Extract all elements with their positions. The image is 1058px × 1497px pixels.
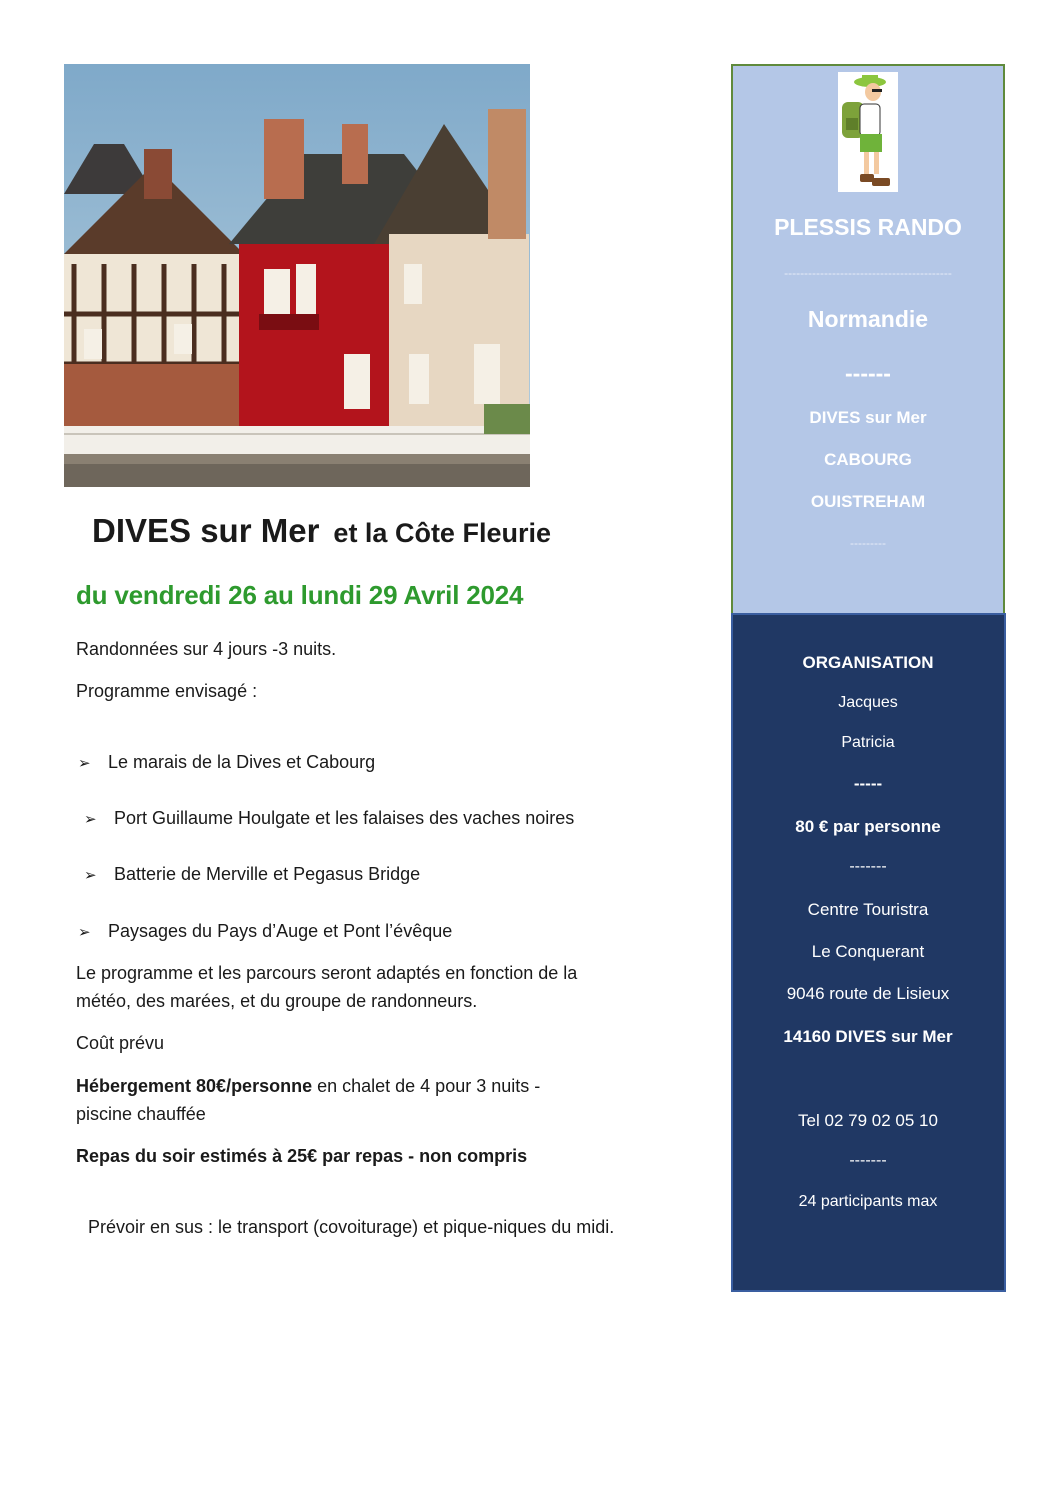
- place-item: DIVES sur Mer: [809, 408, 927, 427]
- list-item: [84, 808, 574, 829]
- list-item: [84, 864, 420, 885]
- housing-details: en chalet de 4 pour 3 nuits -: [312, 1076, 541, 1096]
- region-name: Normandie: [807, 306, 929, 332]
- housing-pool: piscine chauffée: [76, 1104, 206, 1124]
- intro-program: Programme envisagé :: [76, 681, 258, 701]
- housing-line: [76, 1076, 540, 1097]
- adapt-line-1: Le programme et les parcours seront adaptés en fonction de la: [76, 963, 578, 983]
- arrowhead-bullet-icon: ➢: [78, 923, 91, 941]
- hiker-icon: [838, 72, 898, 192]
- divider: ------------------------------------------: [784, 266, 952, 280]
- club-name: PLESSIS RANDO: [774, 214, 962, 240]
- title-sub: et la Côte Fleurie: [333, 518, 551, 548]
- organisation-heading: ORGANISATION: [802, 653, 934, 672]
- divider: ---------: [850, 536, 886, 550]
- divider: ------: [845, 360, 891, 386]
- divider: -----: [853, 774, 883, 793]
- arrowhead-bullet-icon: ➢: [84, 810, 97, 828]
- phone-number: Tel 02 79 02 05 10: [798, 1111, 938, 1130]
- price-per-person: 80 € par personne: [795, 817, 941, 836]
- divider: -------: [849, 1152, 887, 1169]
- note-line: Prévoir en sus : le transport (covoiturage) et pique-niques du midi.: [88, 1217, 615, 1237]
- title-main: DIVES sur Mer: [92, 512, 320, 549]
- list-item-text: Paysages du Pays d’Auge et Pont l’évêque: [108, 921, 453, 941]
- place-item: CABOURG: [824, 450, 912, 469]
- organizer-name: Jacques: [838, 694, 898, 711]
- place-item: OUISTREHAM: [810, 492, 926, 511]
- villa-illustration: [64, 64, 530, 487]
- meals-line: Repas du soir estimés à 25€ par repas - non compris: [76, 1146, 528, 1166]
- address-city: 14160 DIVES sur Mer: [783, 1027, 953, 1046]
- address-line: 9046 route de Lisieux: [786, 984, 950, 1003]
- cost-label: Coût prévu: [76, 1033, 165, 1053]
- address-line: Centre Touristra: [807, 900, 929, 919]
- address-line: Le Conquerant: [811, 942, 925, 961]
- list-item: [78, 921, 452, 942]
- villa-photo: [64, 64, 530, 487]
- list-item-text: Port Guillaume Houlgate et les falaises des vaches noires: [114, 808, 575, 828]
- arrowhead-bullet-icon: ➢: [84, 866, 97, 884]
- list-item: [78, 752, 375, 773]
- page-title: [92, 512, 551, 550]
- list-item-text: Batterie de Merville et Pegasus Bridge: [114, 864, 421, 884]
- housing-price: Hébergement 80€/personne: [76, 1076, 313, 1096]
- intro-duration: Randonnées sur 4 jours -3 nuits.: [76, 639, 337, 659]
- organizer-name: Patricia: [841, 734, 895, 751]
- participants-max: 24 participants max: [798, 1193, 938, 1210]
- divider: -------: [849, 858, 887, 875]
- event-dates: du vendredi 26 au lundi 29 Avril 2024: [76, 580, 524, 610]
- list-item-text: Le marais de la Dives et Cabourg: [108, 752, 376, 772]
- arrowhead-bullet-icon: ➢: [78, 754, 91, 772]
- adapt-line-2: météo, des marées, et du groupe de randonneurs.: [76, 991, 478, 1011]
